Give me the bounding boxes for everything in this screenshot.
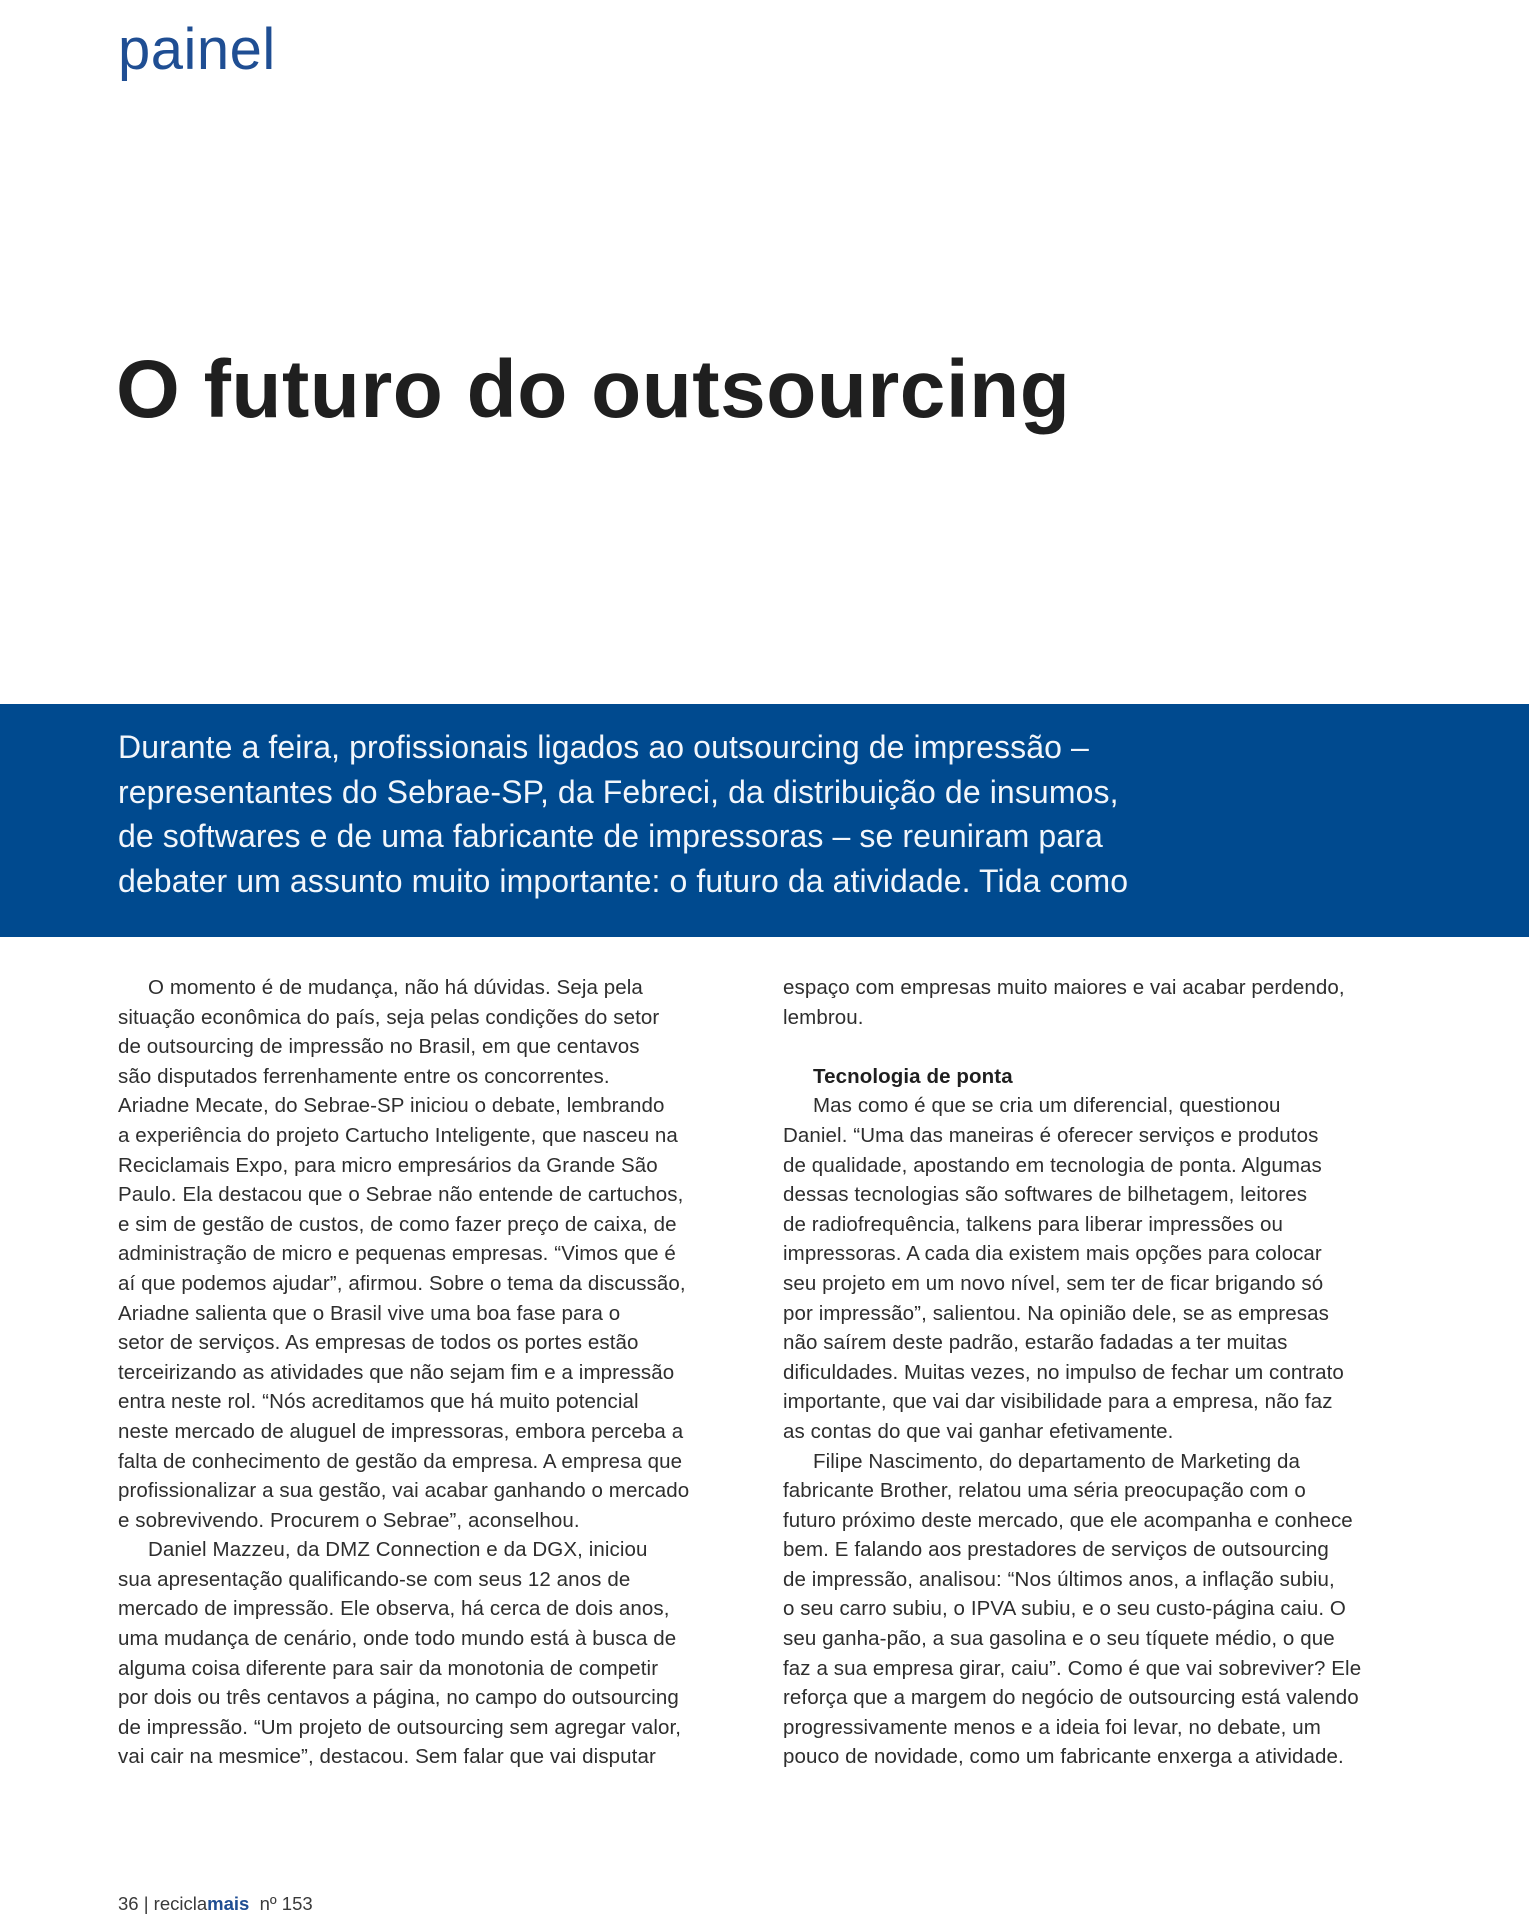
body-line: importante, que vai dar visibilidade para a empresa, não faz bbox=[783, 1390, 1333, 1414]
body-line: pouco de novidade, como um fabricante enxerga a atividade. bbox=[783, 1745, 1344, 1769]
body-line: Daniel. “Uma das maneiras é oferecer serviços e produtos bbox=[783, 1123, 1319, 1147]
body-line: terceirizando as atividades que não sejam fim e a impressão bbox=[118, 1360, 675, 1384]
subheading: Tecnologia de ponta bbox=[813, 1064, 1013, 1088]
page-footer bbox=[118, 1893, 313, 1915]
body-line: progressivamente menos e a ideia foi levar, no debate, um bbox=[783, 1715, 1321, 1739]
body-line: por dois ou três centavos a página, no campo do outsourcing bbox=[118, 1686, 679, 1710]
brand-name-bold: mais bbox=[207, 1893, 250, 1914]
body-line: profissionalizar a sua gestão, vai acabar ganhando o mercado bbox=[118, 1479, 690, 1503]
lead-line: de softwares e de uma fabricante de impressoras – se reuniram para bbox=[118, 818, 1103, 855]
body-line: de radiofrequência, talkens para liberar impressões ou bbox=[783, 1212, 1283, 1236]
brand-name-light: recicla bbox=[153, 1893, 208, 1914]
article-headline bbox=[116, 340, 1070, 440]
body-column-left bbox=[118, 973, 738, 1772]
body-line: Ariadne Mecate, do Sebrae-SP iniciou o debate, lembrando bbox=[118, 1094, 665, 1118]
body-line: seu ganha-pão, a sua gasolina e o seu tíquete médio, o que bbox=[783, 1627, 1335, 1651]
body-line: O momento é de mudança, não há dúvidas. Seja pela bbox=[148, 976, 643, 999]
body-line: de qualidade, apostando em tecnologia de ponta. Algumas bbox=[783, 1153, 1322, 1177]
lead-line: debater um assunto muito importante: o futuro da atividade. Tida como bbox=[118, 862, 1129, 899]
body-line: impressoras. A cada dia existem mais opções para colocar bbox=[783, 1242, 1322, 1266]
body-line: vai cair na mesmice”, destacou. Sem falar que vai disputar bbox=[118, 1745, 656, 1769]
body-line: lembrou. bbox=[783, 1005, 864, 1029]
body-line: Reciclamais Expo, para micro empresários da Grande São bbox=[118, 1153, 658, 1177]
body-line: a experiência do projeto Cartucho Inteligente, que nasceu na bbox=[118, 1123, 678, 1147]
headline-light: O futuro do bbox=[116, 344, 592, 435]
body-line: dessas tecnologias são softwares de bilhetagem, leitores bbox=[783, 1183, 1308, 1207]
body-line: alguma coisa diferente para sair da monotonia de competir bbox=[118, 1656, 659, 1680]
body-line: administração de micro e pequenas empresas. “Vimos que é bbox=[118, 1242, 676, 1266]
body-line: situação econômica do país, seja pelas condições do setor bbox=[118, 1005, 660, 1029]
issue-number: nº 153 bbox=[249, 1893, 313, 1914]
body-line: por impressão”, salientou. Na opinião dele, se as empresas bbox=[783, 1301, 1329, 1325]
lead-line: Durante a feira, profissionais ligados ao outsourcing de impressão – bbox=[118, 729, 1089, 765]
body-line: espaço com empresas muito maiores e vai acabar perdendo, bbox=[783, 976, 1345, 999]
paragraph-gap bbox=[783, 1032, 1403, 1062]
body-line: dificuldades. Muitas vezes, no impulso de fechar um contrato bbox=[783, 1360, 1344, 1384]
body-line: faz a sua empresa girar, caiu”. Como é que vai sobreviver? Ele bbox=[783, 1656, 1362, 1680]
body-line: Mas como é que se cria um diferencial, questionou bbox=[813, 1094, 1281, 1118]
page-number: 36 bbox=[118, 1893, 139, 1914]
headline-bold: outsourcing bbox=[591, 344, 1071, 435]
body-line: Paulo. Ela destacou que o Sebrae não entende de cartuchos, bbox=[118, 1183, 684, 1207]
body-line: Filipe Nascimento, do departamento de Marketing da bbox=[813, 1449, 1301, 1473]
body-line: de impressão. “Um projeto de outsourcing sem agregar valor, bbox=[118, 1715, 682, 1739]
lead-line: representantes do Sebrae-SP, da Febreci, da distribuição de insumos, bbox=[118, 773, 1119, 810]
body-line: setor de serviços. As empresas de todos os portes estão bbox=[118, 1331, 639, 1355]
body-line: uma mudança de cenário, onde todo mundo está à busca de bbox=[118, 1627, 677, 1651]
body-line: são disputados ferrenhamente entre os concorrentes. bbox=[118, 1064, 610, 1088]
body-line: neste mercado de aluguel de impressoras, embora perceba a bbox=[118, 1419, 684, 1443]
section-label: painel bbox=[118, 17, 276, 82]
body-line: não saírem deste padrão, estarão fadadas a ter muitas bbox=[783, 1331, 1288, 1355]
body-line: de outsourcing de impressão no Brasil, em que centavos bbox=[118, 1035, 640, 1059]
body-line: aí que podemos ajudar”, afirmou. Sobre o tema da discussão, bbox=[118, 1271, 686, 1295]
body-line: fabricante Brother, relatou uma séria preocupação com o bbox=[783, 1479, 1306, 1503]
body-line: Daniel Mazzeu, da DMZ Connection e da DGX, iniciou bbox=[148, 1538, 648, 1562]
body-line: sua apresentação qualificando-se com seus 12 anos de bbox=[118, 1567, 631, 1591]
body-line: bem. E falando aos prestadores de serviços de outsourcing bbox=[783, 1538, 1329, 1562]
lead-paragraph bbox=[118, 725, 1178, 903]
body-line: entra neste rol. “Nós acreditamos que há muito potencial bbox=[118, 1390, 639, 1414]
body-line: e sobrevivendo. Procurem o Sebrae”, aconselhou. bbox=[118, 1508, 580, 1532]
footer-separator: | bbox=[138, 1893, 154, 1914]
body-line: o seu carro subiu, o IPVA subiu, e o seu custo-página caiu. O bbox=[783, 1597, 1346, 1621]
body-line: Ariadne salienta que o Brasil vive uma boa fase para o bbox=[118, 1301, 621, 1325]
body-line: de impressão, analisou: “Nos últimos anos, a inflação subiu, bbox=[783, 1567, 1335, 1591]
body-line: e sim de gestão de custos, de como fazer preço de caixa, de bbox=[118, 1212, 677, 1236]
body-line: reforça que a margem do negócio de outsourcing está valendo bbox=[783, 1686, 1359, 1710]
body-line: falta de conhecimento de gestão da empresa. A empresa que bbox=[118, 1449, 683, 1473]
body-line: futuro próximo deste mercado, que ele acompanha e conhece bbox=[783, 1508, 1353, 1532]
body-line: seu projeto em um novo nível, sem ter de ficar brigando só bbox=[783, 1271, 1324, 1295]
body-line: as contas do que vai ganhar efetivamente. bbox=[783, 1419, 1174, 1443]
body-line: mercado de impressão. Ele observa, há cerca de dois anos, bbox=[118, 1597, 670, 1621]
body-column-right bbox=[783, 973, 1403, 1772]
